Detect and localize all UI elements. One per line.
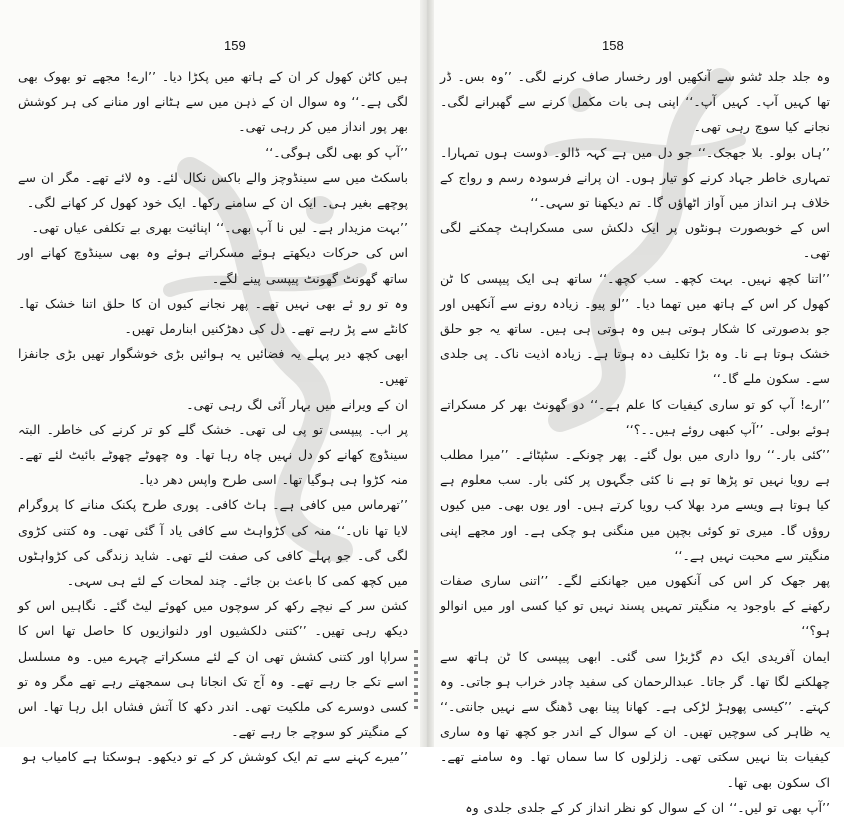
paragraph: ’’آپ بھی تو لیں۔‘‘ ان کے سوال کو نظر انداز کر کے جلدی جلدی وہ — [465, 799, 830, 815]
paragraph: ’’اتنا کچھ نہیں۔ بہت کچھ۔ سب کچھ۔‘‘ ساتھ ہی ایک پیپسی کا ٹن کھول کر اس کے ہاتھ میں تھما دیا۔ ’’لو پیو۔ زیادہ رونے سے آنکھیں اور جو بدصورتی کا شکار ہوتی ہیں وہ ہوتی ہی ہیں۔ ساتھ یہ جو حلق خشک ہوتا ہے نا۔ وہ بڑا تکلیف دہ ہوتا ہے۔ زیادہ اذیت ناک۔ پی جلدی سے۔ سکون ملے گا۔‘‘ — [440, 270, 830, 387]
paragraph: ’’ہاں بولو۔ بلا جھجک۔‘‘ جو دل میں ہے کہہ ڈالو۔ دوست ہوں تمہارا۔ تمہاری خاطر جہاد کرنے کو تیار ہوں۔ ان پرانے فرسودہ رسم و رواج کے خلاف ہر انداز میں آواز اٹھاؤں گا۔ تم دیکھنا تو سہی۔‘‘ — [440, 144, 830, 211]
paragraph: باسکٹ میں سے سینڈوچز والے باکس نکال لئے۔ وہ لائے تھے۔ مگر ان سے پوچھے بغیر ہی۔ ایک ان کے سامنے رکھا۔ ایک خود کھول کر کھانے لگی۔ — [18, 169, 408, 211]
right-page — [440, 38, 830, 815]
page-number: 159 — [224, 38, 246, 53]
paragraph: وہ تو رو ئے بھی نہیں تھے۔ پھر نجانے کیوں ان کا حلق اتنا خشک تھا۔ کانٹے سے پڑ رہے تھے۔ دل کی دھڑکنیں ابنارمل تھیں۔ — [18, 295, 408, 337]
paragraph: ’’آپ کو بھی لگی ہوگی۔‘‘ — [265, 144, 408, 160]
paragraph: ’’بہت مزیدار ہے۔ لیں نا آپ بھی۔‘‘ اپنائیت بھری بے تکلفی عیاں تھی۔ — [31, 220, 408, 236]
page-edge-mark — [414, 650, 418, 710]
page-number: 158 — [602, 38, 624, 53]
paragraph: ’’کئی بار۔‘‘ روا داری میں بول گئے۔ پھر چونکے۔ سٹپٹائے۔ ’’میرا مطلب ہے رویا نہیں تو پڑھا تو ہے نا کئی جگہوں پر کئی بار۔ سب معلوم ہے کیا ہوتا ہے ویسے مرد بھلا کب رویا کرتے ہیں۔ اور یوں بھی۔ میں کیوں روؤں گا۔ میری تو کوئی بچپن میں منگنی ہو چکی ہے۔ اور مجھے اپنی منگیتر سے محبت نہیں ہے۔‘‘ — [440, 447, 830, 563]
left-page — [18, 38, 408, 765]
page-text — [18, 64, 408, 765]
paragraph: پھر جھک کر اس کی آنکھوں میں جھانکنے لگے۔ ’’اتنی ساری صفات رکھنے کے باوجود یہ منگیتر تمہیں پسند نہیں تو کیا کسی اور میں انوالو ہو؟‘‘ — [440, 573, 830, 639]
paragraph: اس کی حرکات دیکھتے ہوئے مسکراتے ہوئے وہ بھی سینڈوچ کھانے اور ساتھ گھونٹ گھونٹ پیپسی پینے لگے۔ — [18, 245, 408, 286]
paragraph: ’’میرے کہنے سے تم ایک کوشش کر کے تو دیکھو۔ ہوسکتا ہے کامیاب ہو — [22, 749, 408, 765]
paragraph: ایمان آفریدی ایک دم گڑبڑا سی گئی۔ ابھی پیپسی کا ٹن ہاتھ سے چھلکنے لگا تھا۔ گر جاتا۔ عبدالرحمان کی سفید چادر خراب ہو جاتی۔ وہ کہتے۔ ’’کیسی پھوہڑ لڑکی ہے۔ کھانا پینا بھی ڈھنگ سے نہیں جانتی۔‘‘ یہ ظاہر کی سوچیں تھیں۔ ان کے سوال کے اندر جو کچھ تھا وہ ساری کیفیات بتا نہیں سکتی تھی۔ زلزلوں کا سا سماں تھا۔ وہ سامنے تھے۔ اک سکون بھی تھا۔ — [440, 648, 830, 790]
paragraph: وہ جلد جلد ٹشو سے آنکھیں اور رخسار صاف کرنے لگی۔ ’’وہ بس۔ ڈر تھا کہیں آپ۔ کہیں آپ۔‘‘ اپنی ہی بات مکمل کرنے سے گھبرانے لگی۔ نجانے کیا سوچ رہی تھی۔ — [440, 69, 830, 135]
paragraph: ہیں کاٹن کھول کر ان کے ہاتھ میں پکڑا دیا۔ ’’ارے! مجھے تو بھوک بھی لگی ہے۔‘‘ وہ سوال ان کے ذہن میں سے ہٹانے اور منانے کی ہر کوشش بھر پور انداز میں کر رہی تھی۔ — [18, 69, 408, 135]
paragraph: اس کے خوبصورت ہونٹوں پر ایک دلکش سی مسکراہٹ چمکنے لگی تھی۔ — [440, 220, 830, 261]
paragraph: پر اب۔ پیپسی تو پی لی تھی۔ خشک گلے کو تر کرنے کی خاطر۔ البتہ سینڈوچ کھانے کو دل نہیں چاہ رہا تھا۔ وہ چھوٹے چھوٹے بائیٹ لئے تھے۔ منہ کڑوا ہی ہوگیا تھا۔ اسی طرح واپس دھر دیا۔ — [18, 421, 408, 488]
paragraph: ابھی کچھ دیر پہلے یہ فضائیں یہ ہوائیں بڑی خوشگوار تھیں بڑی جانفزا تھیں۔ — [18, 346, 408, 387]
book-gutter — [420, 0, 434, 747]
paragraph: ’’تھرماس میں کافی ہے۔ ہاٹ کافی۔ پوری طرح پکنک منانے کا پروگرام لایا تھا ناں۔‘‘ منہ کی کڑواہٹ سے کافی یاد آ گئی تھی۔ وہ کتنی کڑوی لگی گی۔ جو پہلے کافی کی صفت لئے تھی۔ شاید زندگی کی کڑواہٹوں میں کچھ کمی کا باعث بن جائے۔ چند لمحات کے لئے ہی سہی۔ — [18, 497, 408, 589]
paragraph: ان کے ویرانے میں بہار آئی لگ رہی تھی۔ — [186, 396, 408, 412]
page-text — [440, 64, 830, 815]
paragraph: کشن سر کے نیچے رکھ کر سوچوں میں کھوئے لیٹ گئے۔ نگاہیں اس کو دیکھ رہی تھیں۔ ’’کتنی دلکشیوں اور دلنوازیوں کا حاصل تھا اس کا سراپا اور کتنی کشش تھی ان کے لئے مسکراتے چہرے میں۔ وہ مسلسل اسے تکے جا رہے تھے۔ وہ آج تک انجانا ہی سمجھتے رہے تھے مگر وہ تو کسی دوسرے کی ملکیت تھی۔ اندر دکھ کا آتش فشاں ابل رہا تھا۔ اس کے منگیتر کو سوچے جا رہے تھے۔ — [18, 598, 408, 740]
paragraph: ’’ارے! آپ کو تو ساری کیفیات کا علم ہے۔‘‘ دو گھونٹ بھر کر مسکراتے ہوئے بولی۔ ’’آپ کبھی روئے ہیں۔۔؟‘‘ — [440, 396, 830, 437]
